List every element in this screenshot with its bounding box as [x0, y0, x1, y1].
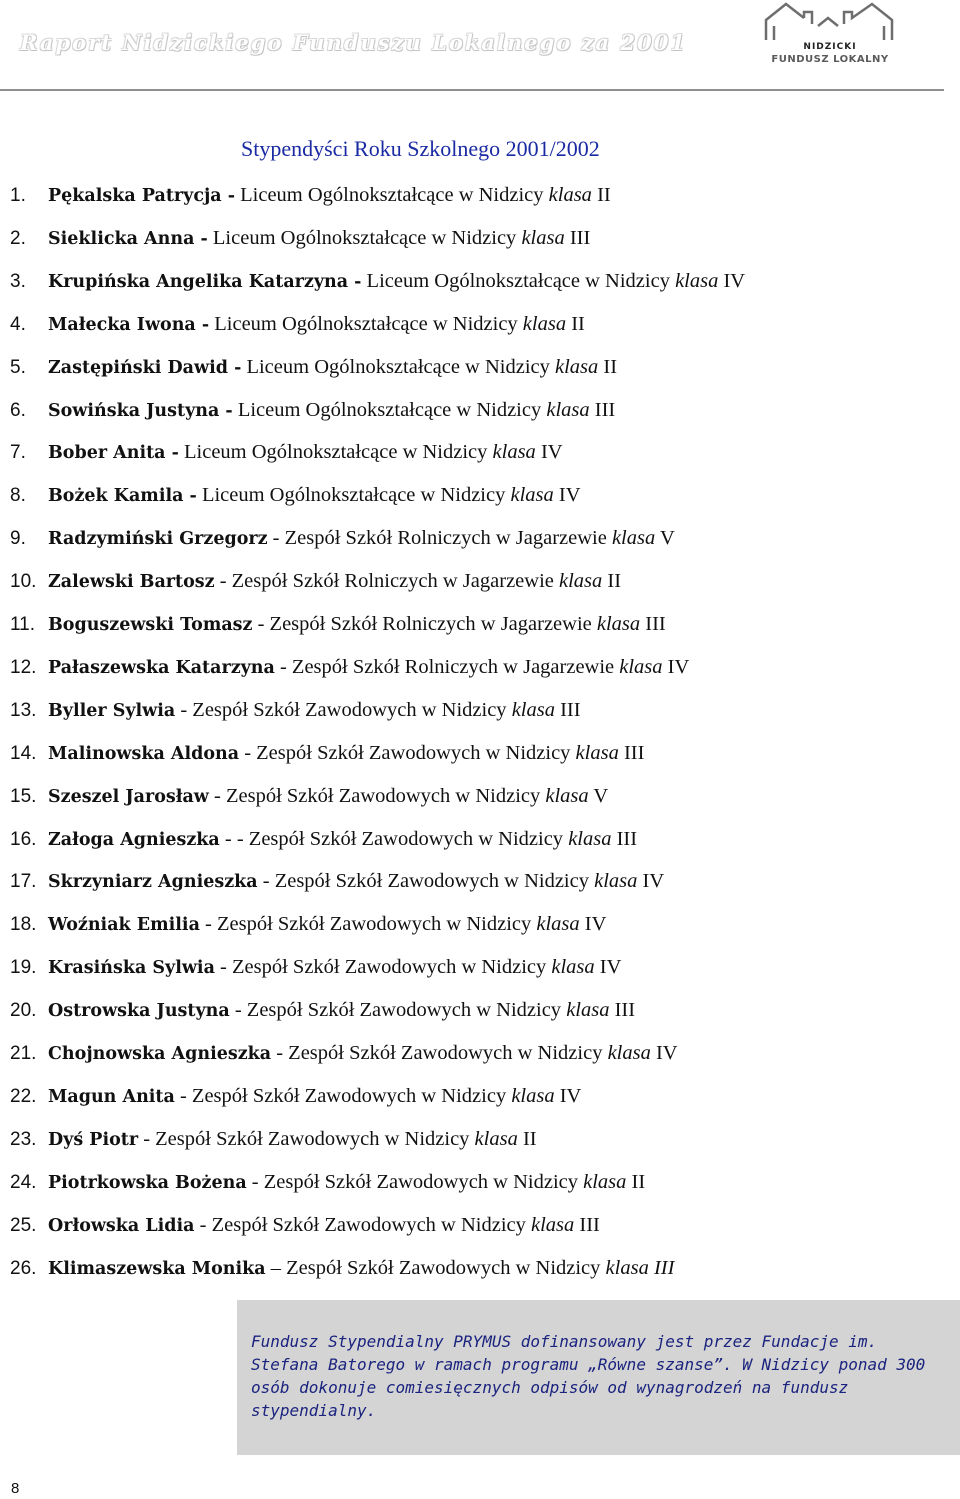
school-name: - Zespół Szkół Zawodowych w Nidzicy [246, 1170, 584, 1193]
school-name: Liceum Ogólnokształcące w Nidzicy [178, 441, 493, 464]
klasa-value: II [517, 1127, 537, 1150]
list-item-entry [48, 689, 581, 733]
list-item-number: 3. [10, 270, 26, 292]
klasa-value: IV [553, 484, 581, 507]
list-item-entry [48, 860, 664, 904]
school-name: - Zespół Szkół Rolniczych w Jagarzewie [274, 655, 620, 678]
student-name: Zastępiński Dawid - [48, 357, 242, 378]
student-name: Malinowska Aldona [48, 743, 240, 764]
klasa-label: klasa [566, 999, 610, 1022]
klasa-label: klasa [546, 398, 590, 421]
list-item-number: 15. [10, 785, 37, 807]
student-name: Szeszel Jarosław [48, 786, 209, 807]
student-name: Bożek Kamila - [48, 486, 197, 507]
fund-logo [760, 0, 900, 72]
list-item-entry [48, 946, 621, 990]
list-item-entry [48, 474, 581, 518]
list-item-entry [48, 1032, 678, 1076]
student-name: Sowińska Justyna - [48, 400, 233, 421]
list-item-entry [48, 1204, 600, 1248]
logo-text-fundusz-lokalny: FUNDUSZ LOKALNY [771, 54, 889, 65]
school-name: Liceum Ogólnokształcące w Nidzicy [196, 484, 511, 507]
klasa-value: III [609, 999, 636, 1022]
school-name: - Zespół Szkół Zawodowych w Nidzicy [138, 1127, 475, 1150]
school-name: - Zespół Szkół Zawodowych w Nidzicy [271, 1042, 608, 1064]
list-item-entry [48, 989, 635, 1033]
klasa-value: IV [650, 1042, 678, 1064]
list-item-number: 24. [10, 1171, 37, 1193]
school-name: - Zespół Szkół Zawodowych w Nidzicy [229, 999, 567, 1022]
list-item-number: 20. [10, 1000, 37, 1022]
school-name: - Zespół Szkół Zawodowych w Nidzicy [214, 956, 552, 979]
list-item-entry [48, 303, 585, 347]
student-name: Zalewski Bartosz [48, 572, 215, 593]
school-name: Liceum Ogólnokształcące w Nidzicy [241, 355, 555, 378]
student-name: Krupińska Angelika Katarzyna - [48, 271, 362, 292]
student-name: Orłowska Lidia [48, 1215, 195, 1236]
klasa-label: klasa [474, 1127, 518, 1150]
klasa-label: klasa [510, 484, 554, 507]
student-name: Woźniak Emilia [48, 915, 200, 936]
klasa-label: klasa [548, 184, 592, 206]
klasa-value: IV [579, 913, 607, 936]
klasa-label: klasa [675, 269, 719, 292]
student-name: Pękalska Patrycja - [48, 186, 235, 206]
klasa-value: II [602, 570, 622, 593]
klasa-value: III [564, 226, 591, 249]
student-name: Piotrkowska Bożena [48, 1172, 247, 1193]
klasa-label: klasa [611, 527, 656, 550]
list-item-entry [48, 1161, 645, 1205]
school-name: - Zespół Szkół Zawodowych w Nidzicy [257, 870, 595, 893]
list-item-entry [48, 217, 590, 261]
logo-text-nidzicki: NIDZICKI [803, 42, 857, 52]
klasa-value: III [554, 698, 581, 721]
list-item-entry [48, 732, 644, 776]
klasa-label: klasa [536, 913, 580, 936]
klasa-label: klasa [492, 441, 536, 464]
klasa-label: klasa [511, 1084, 555, 1107]
klasa-value: IV [718, 269, 746, 292]
student-name: Magun Anita [48, 1086, 175, 1107]
report-header-title: Raport Nidzickiego Funduszu Lokalnego za 2001 [20, 30, 687, 55]
school-name: - Zespół Szkół Zawodowych w Nidzicy [239, 741, 576, 764]
school-name: Liceum Ogólnokształcące w Nidzicy [209, 312, 523, 335]
list-item-number: 16. [10, 828, 37, 850]
list-item-number: 9. [10, 528, 26, 550]
list-item-number: 22. [10, 1085, 37, 1107]
klasa-label: klasa [551, 956, 595, 979]
klasa-value: II [591, 184, 611, 206]
list-item-number: 25. [10, 1214, 37, 1236]
student-name: Załoga Agnieszka [48, 829, 220, 850]
school-name: - Zespół Szkół Zawodowych w Nidzicy [208, 784, 546, 807]
klasa-value: IV [535, 441, 563, 464]
student-name: Klimaszewska Monika [48, 1258, 266, 1279]
klasa-value: III [618, 741, 645, 764]
klasa-label: klasa [531, 1213, 575, 1236]
note-text: Fundusz Stypendialny PRYMUS dofinansowany jest przez Fundacje im. Stefana Batorego w ramach programu „Równe szanse”. W Nidzicy ponad 300 osób dokonuje comiesięcznych odpisów od wynagrodzeń na fundusz stypendialny. [251, 1332, 926, 1420]
list-item-number: 10. [10, 571, 37, 593]
student-name: Byller Sylwia [48, 700, 176, 721]
list-item-entry [48, 389, 615, 433]
list-item-number: 14. [10, 742, 37, 764]
list-item-entry [48, 646, 689, 690]
klasa-label: klasa [511, 698, 555, 721]
klasa-label: klasa [583, 1170, 627, 1193]
list-item-number: 17. [10, 871, 37, 893]
list-item-number: 6. [10, 399, 26, 421]
school-name: - Zespół Szkół Rolniczych w Jagarzewie [267, 527, 612, 550]
list-item-number: 1. [10, 185, 26, 206]
klasa-label: klasa [555, 355, 599, 378]
page-number: 8 [11, 1480, 20, 1497]
list-item-number: 4. [10, 313, 26, 335]
klasa-value: II [626, 1170, 646, 1193]
student-name: Pałaszewska Katarzyna [48, 657, 275, 678]
klasa-value: II [566, 312, 585, 335]
school-name: Liceum Ogólnokształcące w Nidzicy [235, 184, 549, 206]
klasa-label: klasa [607, 1042, 651, 1064]
list-item-number: 8. [10, 485, 26, 507]
klasa-value: III [589, 398, 616, 421]
student-name: Dyś Piotr [48, 1129, 139, 1150]
klasa-label: klasa [575, 741, 619, 764]
school-name: - Zespół Szkół Zawodowych w Nidzicy [199, 913, 537, 936]
klasa-value: IV [637, 870, 665, 893]
klasa-value: III [648, 1256, 675, 1279]
klasa-label: klasa [619, 655, 663, 678]
page-header [0, 0, 960, 92]
list-item-number: 5. [10, 356, 26, 378]
klasa-label: klasa [522, 312, 567, 335]
list-item-entry [48, 903, 606, 947]
school-name: - - Zespół Szkół Zawodowych w Nidzicy [219, 827, 569, 850]
klasa-label: klasa [521, 226, 565, 249]
klasa-value: III [611, 827, 638, 850]
house-logo-icon [760, 0, 900, 44]
list-item-entry [48, 1247, 674, 1291]
list-item-entry [48, 603, 666, 647]
list-item-number: 12. [10, 656, 37, 678]
list-item-number: 26. [10, 1257, 37, 1279]
list-item-entry [48, 1075, 581, 1119]
klasa-label: klasa [596, 613, 641, 635]
list-item-entry [48, 775, 608, 819]
list-item-number: 13. [10, 699, 37, 721]
list-item-entry [48, 560, 621, 604]
student-name: Skrzyniarz Agnieszka [48, 872, 258, 893]
school-name: Liceum Ogólnokształcące w Nidzicy [361, 269, 676, 292]
document-title: Stypendyści Roku Szkolnego 2001/2002 [241, 136, 600, 161]
list-item-entry [48, 260, 745, 304]
list-item-number: 7. [10, 442, 26, 464]
student-name: Małecka Iwona - [48, 314, 210, 335]
list-item-number: 18. [10, 914, 37, 936]
klasa-label: klasa [594, 870, 638, 893]
student-name: Sieklicka Anna - [48, 228, 208, 249]
klasa-label: klasa [568, 827, 612, 850]
klasa-value: V [655, 527, 675, 550]
student-name: Ostrowska Justyna [48, 1001, 230, 1022]
list-item-entry [48, 174, 611, 218]
student-name: Bober Anita - [48, 443, 179, 464]
klasa-value: IV [554, 1084, 582, 1107]
klasa-value: IV [662, 655, 690, 678]
school-name: - Zespół Szkół Rolniczych w Jagarzewie [252, 613, 597, 635]
school-name: Liceum Ogólnokształcące w Nidzicy [232, 398, 547, 421]
school-name: - Zespół Szkół Rolniczych w Jagarzewie [214, 570, 559, 593]
klasa-label: klasa [605, 1256, 649, 1279]
list-item-entry [48, 517, 675, 561]
student-name: Radzymiński Grzegorz [48, 529, 268, 550]
klasa-value: III [574, 1213, 600, 1236]
header-divider [0, 89, 944, 91]
student-name: Boguszewski Tomasz [48, 615, 253, 635]
list-item-entry [48, 431, 563, 475]
klasa-label: klasa [545, 784, 589, 807]
list-item-entry [48, 346, 617, 390]
school-name: - Zespół Szkół Zawodowych w Nidzicy [175, 698, 512, 721]
list-item-entry [48, 1118, 537, 1162]
student-name: Chojnowska Agnieszka [48, 1044, 272, 1064]
klasa-label: klasa [558, 570, 603, 593]
list-item-number: 19. [10, 957, 37, 979]
list-item-number: 11. [10, 614, 36, 635]
klasa-value: II [598, 355, 618, 378]
klasa-value: III [640, 613, 666, 635]
school-name: Liceum Ogólnokształcące w Nidzicy [207, 226, 522, 249]
school-name: - Zespół Szkół Zawodowych w Nidzicy [194, 1213, 531, 1236]
list-item-number: 23. [10, 1128, 37, 1150]
klasa-value: V [588, 784, 609, 807]
list-item-number: 21. [10, 1043, 37, 1064]
school-name: – Zespół Szkół Zawodowych w Nidzicy [265, 1256, 606, 1279]
school-name: - Zespół Szkół Zawodowych w Nidzicy [174, 1084, 512, 1107]
list-item-entry [48, 818, 637, 862]
klasa-value: IV [594, 956, 622, 979]
student-name: Krasińska Sylwia [48, 958, 215, 979]
list-item-number: 2. [10, 227, 26, 249]
